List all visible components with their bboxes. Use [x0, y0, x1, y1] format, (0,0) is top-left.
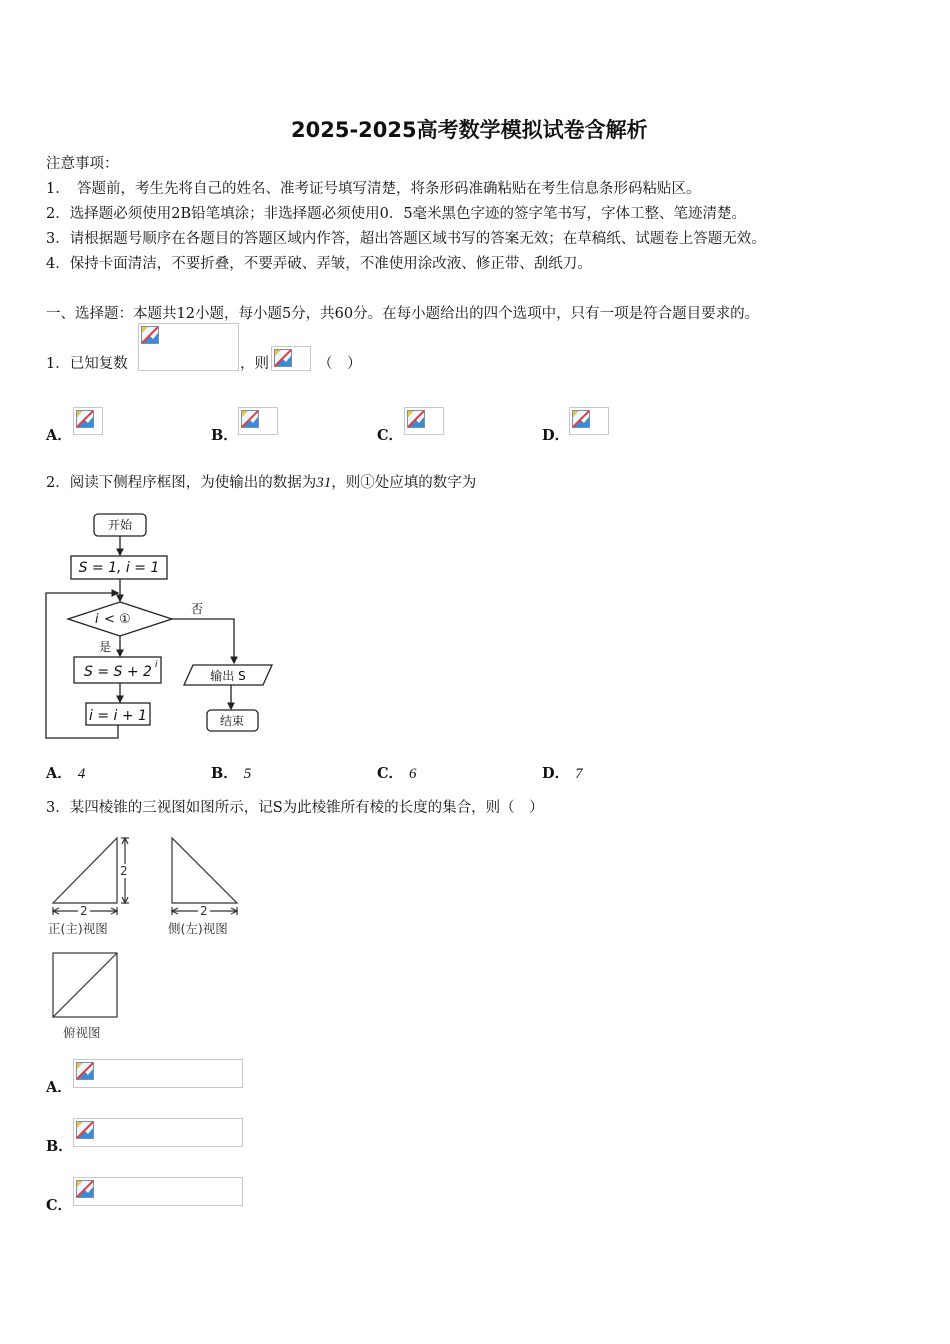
broken-image-icon [241, 410, 259, 428]
q2-text-after: ，则①处应填的数字为 [331, 475, 477, 491]
flow-update-s-text: S = S + 2 [84, 664, 152, 680]
page-title: 2025-2025高考数学模拟试卷含解析 [291, 118, 648, 142]
q3-option-a-label: A． [46, 1079, 72, 1096]
flow-output-text: 输出 S [210, 669, 246, 683]
side-width-label: 2 [200, 904, 208, 918]
q1-option-a-label: A． [46, 427, 72, 444]
q1-mid: ，则 [240, 356, 269, 372]
q1-option-b-image [238, 407, 278, 435]
front-view-triangle [53, 838, 117, 903]
notice-heading: 注意事项： [46, 156, 119, 172]
q2-output-value: 31 [316, 475, 332, 491]
front-view-caption: 正(主)视图 [48, 921, 108, 936]
flow-yes-label: 是 [99, 640, 112, 654]
q1-option-d-image [569, 407, 609, 435]
q1-suffix: （ ） [318, 356, 362, 372]
q1-option-a-image [73, 407, 103, 435]
q1-option-d-label: D． [542, 427, 570, 444]
q3-stem: 3．某四棱锥的三视图如图所示，记S为此棱锥所有棱的长度的集合，则（ ） [46, 800, 544, 816]
q3-option-c-label: C． [46, 1197, 73, 1214]
q2-option-c-label: C． [377, 765, 404, 782]
notice-item-2: 2．选择题必须使用2B铅笔填涂；非选择题必须使用0．5毫米黑色字迹的签字笔书写，字体工整、笔迹清楚。 [46, 206, 747, 222]
q1-option-c-image [404, 407, 444, 435]
broken-image-icon [76, 1121, 94, 1139]
broken-image-icon [141, 326, 159, 344]
q3-option-a-image [73, 1059, 243, 1088]
q1-formula-image [138, 323, 239, 371]
flow-init-text: S = 1, i = 1 [78, 560, 160, 576]
broken-image-icon [76, 1180, 94, 1198]
q1-option-c-label: C． [377, 427, 404, 444]
flow-update-i-text: i = i + 1 [89, 708, 147, 724]
q2-stem [46, 471, 476, 492]
notice-item-1: 1． 答题前，考生先将自己的姓名、准考证号填写清楚，将条形码准确粘贴在考生信息条形码粘贴区。 [46, 181, 701, 197]
q2-option-c [377, 762, 417, 783]
q2-option-d-value: 7 [575, 766, 583, 782]
broken-image-icon [407, 410, 425, 428]
flow-exponent: i [155, 660, 158, 670]
flow-cond-text: < ① [104, 612, 131, 627]
flow-start-text: 开始 [107, 518, 133, 532]
notice-item-4: 4．保持卡面清洁，不要折叠，不要弄破、弄皱，不准使用涂改液、修正带、刮纸刀。 [46, 256, 592, 272]
q1-option-b-label: B． [211, 427, 238, 444]
q3-option-c-image [73, 1177, 243, 1206]
front-height-label: 2 [120, 864, 128, 878]
section-heading: 一、选择题：本题共12小题，每小题5分，共60分。在每小题给出的四个选项中，只有一项是符合题目要求的。 [46, 306, 760, 322]
q2-option-b-label: B． [211, 765, 238, 782]
front-width-label: 2 [80, 904, 88, 918]
q2-option-a [46, 762, 85, 783]
q1-expression-image [271, 346, 311, 371]
broken-image-icon [76, 1062, 94, 1080]
side-view-caption: 侧(左)视图 [168, 921, 228, 936]
flowchart [40, 508, 290, 744]
flow-cond-var: i [95, 612, 99, 627]
q1-prefix: 1．已知复数 [46, 356, 128, 372]
broken-image-icon [274, 349, 292, 367]
q3-option-b-label: B． [46, 1138, 73, 1155]
q2-text-before: 2．阅读下侧程序框图，为使输出的数据为 [46, 475, 317, 491]
q2-option-d-label: D． [542, 765, 570, 782]
notice-item-3: 3．请根据题号顺序在各题目的答题区域内作答，超出答题区域书写的答案无效；在草稿纸、试题卷上答题无效。 [46, 231, 766, 247]
top-view-caption: 俯视图 [63, 1025, 101, 1040]
q2-option-b [211, 762, 251, 783]
q2-option-b-value: 5 [243, 766, 252, 782]
three-view-figure [44, 832, 254, 1044]
q2-option-c-value: 6 [409, 766, 417, 782]
q2-option-d [542, 762, 583, 783]
q2-option-a-value: 4 [77, 766, 86, 782]
broken-image-icon [76, 410, 94, 428]
flow-no-label: 否 [191, 602, 204, 616]
side-view-triangle [172, 838, 237, 903]
broken-image-icon [572, 410, 590, 428]
flow-end-text: 结束 [219, 714, 245, 728]
q3-option-b-image [73, 1118, 243, 1147]
q2-option-a-label: A． [46, 765, 72, 782]
